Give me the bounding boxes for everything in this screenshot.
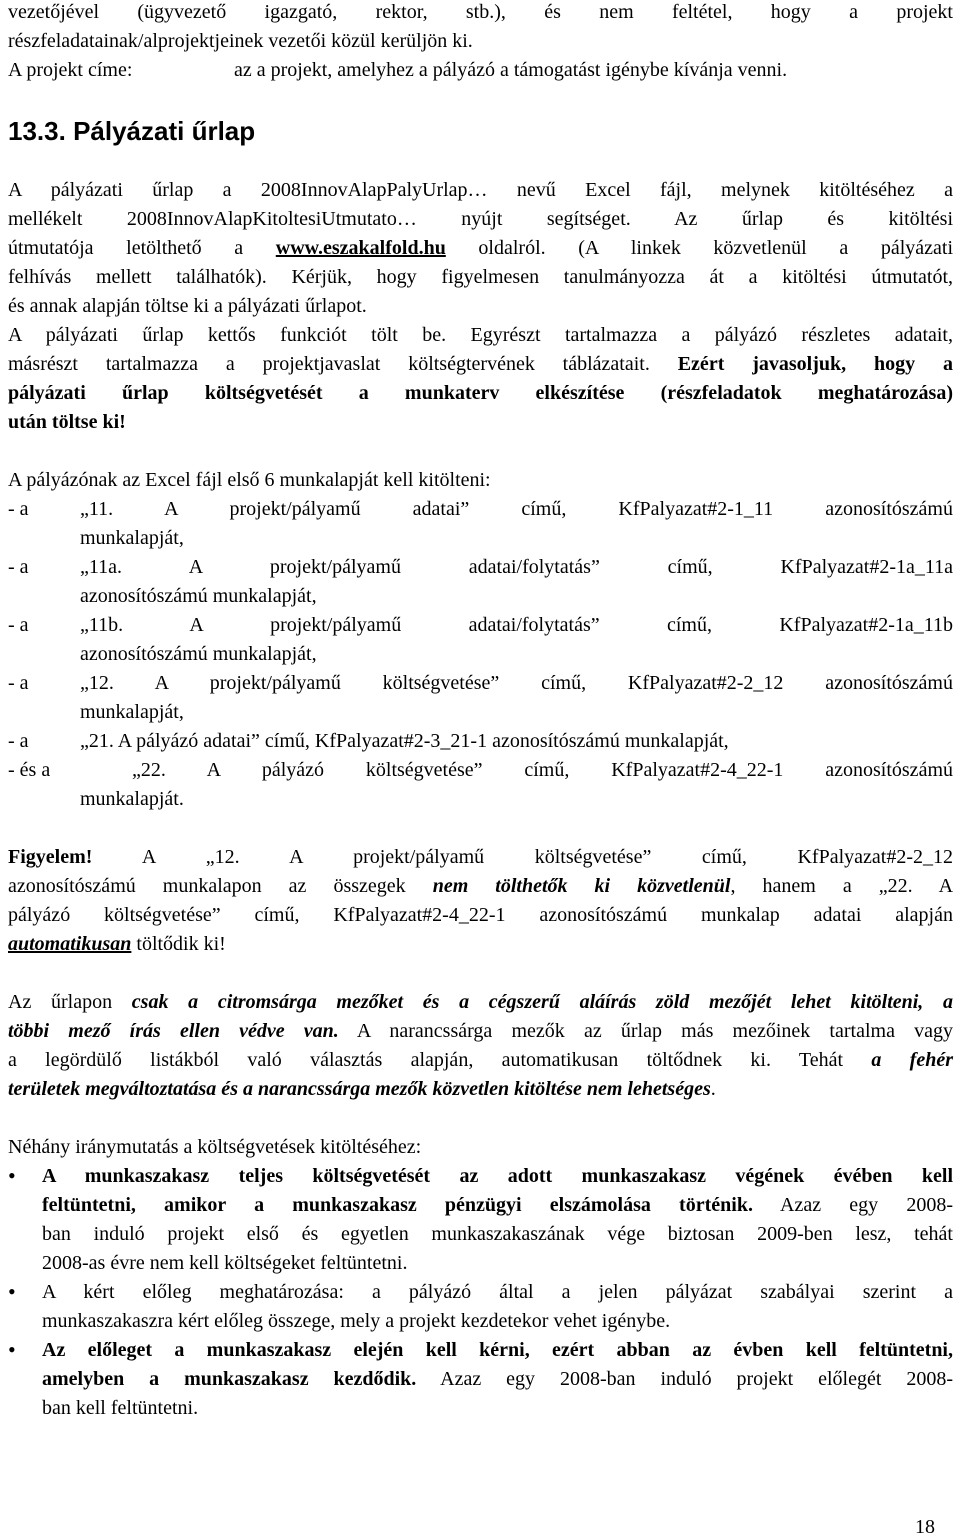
- p2-text: .: [710, 1078, 716, 1100]
- p2-line-1: [8, 990, 953, 1014]
- section-number: 13.3.: [8, 116, 66, 146]
- list-intro: A pályázónak az Excel fájl első 6 munkalapját kell kitölteni:: [8, 469, 491, 491]
- guide-b1-line-2: [42, 1193, 953, 1217]
- list-item: „11a. A projekt/pályamű adatai/folytatás” című, KfPalyazat#2-1a_11a: [80, 556, 953, 578]
- warning-text: azonosítószámú munkalapon az összegek: [8, 875, 433, 897]
- list-item: azonosítószámú munkalapját,: [80, 585, 317, 607]
- list-item: „11b. A projekt/pályamű adatai/folytatás” című, KfPalyazat#2-1a_11b: [80, 614, 953, 636]
- warning-label: Figyelem!: [8, 846, 93, 868]
- guide-b1-line-4: 2008-as évre nem kell költségeket feltüntetni.: [42, 1252, 408, 1274]
- p2-emphasis: csak a citromsárga mezőket és a cégszerű aláírás zöld mezőjét lehet kitölteni, a: [131, 991, 953, 1013]
- p2-text: Az űrlapon: [8, 991, 132, 1013]
- bullet-icon: •: [8, 1279, 16, 1304]
- guide-b2-line-1: A kért előleg meghatározása: a pályázó által a jelen pályázat szabályai szerint a: [42, 1281, 953, 1303]
- warning-emphasis: automatikusan: [8, 933, 132, 955]
- p1-text: útmutatója letölthető a: [8, 237, 276, 259]
- p1-text: másrészt tartalmazza a projektjavaslat költségtervének táblázatait.: [8, 353, 678, 375]
- list-item: „12. A projekt/pályamű költségvetése” című, KfPalyazat#2-2_12 azonosítószámú: [80, 672, 953, 694]
- page-number: 18: [915, 1516, 935, 1538]
- section-title: Pályázati űrlap: [73, 116, 256, 146]
- p1-line-2: mellékelt 2008InnovAlapKitoltesiUtmutato… nyújt segítséget. Az űrlap és kitöltési: [8, 208, 953, 230]
- guide-intro: Néhány iránymutatás a költségvetések kitöltéséhez:: [8, 1136, 422, 1158]
- p2-emphasis: többi mező írás ellen védve van.: [8, 1020, 339, 1042]
- p1-line-8: pályázati űrlap költségvetését a munkaterv elkészítése (részfeladatok meghatározása): [8, 382, 953, 404]
- section-heading: [8, 115, 255, 147]
- list-item: azonosítószámú munkalapját,: [80, 643, 317, 665]
- p2-text: A narancssárga mezők az űrlap más mezőinek tartalma vagy: [338, 1020, 953, 1042]
- warning-line-3: pályázó költségvetése” című, KfPalyazat#2-4_22-1 azonosítószámú munkalap adatai alapján: [8, 904, 953, 926]
- guide-b1-line-3: ban induló projekt első és egyetlen munkaszakaszának vége biztosan 2009-ben lesz, tehát: [42, 1223, 953, 1245]
- list-item: munkalapját,: [80, 527, 184, 549]
- p1-line-3: [8, 236, 953, 260]
- warning-line-1: [8, 845, 953, 869]
- p1-text: oldalról. (A linkek közvetlenül a pályázati: [445, 237, 954, 259]
- project-title-definition: [8, 58, 953, 82]
- guide-text: Azaz egy 2008-ban induló projekt előlegét 2008-: [416, 1368, 953, 1390]
- warning-line-2: [8, 874, 953, 898]
- p1-line-5: és annak alapján töltse ki a pályázati űrlapot.: [8, 295, 367, 317]
- list-item-prefix: - a: [8, 672, 29, 694]
- p2-emphasis: a fehér: [871, 1049, 954, 1071]
- bullet-icon: •: [8, 1337, 16, 1362]
- guide-text: Azaz egy 2008-: [752, 1194, 954, 1216]
- intro-line-2: részfeladatainak/alprojektjeinek vezetői közül kerüljön ki.: [8, 30, 473, 52]
- p1-line-9: után töltse ki!: [8, 411, 126, 433]
- p1-bold-text: Ezért javasoljuk, hogy a: [677, 353, 953, 375]
- p1-text: felhívás mellett találhatók).: [8, 266, 292, 288]
- p2-line-3: [8, 1048, 953, 1072]
- list-item: „11. A projekt/pályamű adatai” című, KfPalyazat#2-1_11 azonosítószámú: [80, 498, 953, 520]
- list-item: munkalapját,: [80, 701, 184, 723]
- p1-line-6: [8, 323, 953, 347]
- warning-text: töltődik ki!: [131, 933, 226, 955]
- website-link[interactable]: www.eszakalfold.hu: [275, 237, 446, 259]
- list-item-prefix: - a: [8, 556, 29, 578]
- p2-line-2: [8, 1019, 953, 1043]
- guide-b3-line-3: ban kell feltüntetni.: [42, 1397, 199, 1419]
- p1-line-7: [8, 352, 953, 376]
- list-item-prefix: - a: [8, 498, 29, 520]
- p1-text: Kérjük, hogy figyelmesen tanulmányozza át a kitöltési útmutatót,: [291, 266, 953, 288]
- warning-line-4: [8, 932, 953, 956]
- guide-bold-text: amelyben a munkaszakasz kezdődik.: [42, 1368, 417, 1390]
- p2-text: a legördülő listákból való választás alapján, automatikusan töltődnek ki. Tehát: [8, 1049, 872, 1071]
- list-item-prefix: - a: [8, 730, 29, 752]
- p2-emphasis: területek megváltoztatása és a narancssárga mezők közvetlen kitöltése nem lehetséges: [8, 1078, 711, 1100]
- list-item: „21. A pályázó adatai” című, KfPalyazat#2-3_21-1 azonosítószámú munkalapját,: [80, 730, 729, 752]
- list-item: munkalapját.: [80, 788, 184, 810]
- project-title-text: az a projekt, amelyhez a pályázó a támogatást igénybe kívánja venni.: [234, 59, 788, 81]
- p1-line-4: [8, 265, 953, 289]
- guide-bold-text: feltüntetni, amikor a munkaszakasz pénzügyi elszámolása történik.: [42, 1194, 753, 1216]
- guide-b1-line-1: A munkaszakasz teljes költségvetését az adott munkaszakasz végének évében kell: [42, 1165, 953, 1187]
- p2-line-4: [8, 1077, 953, 1101]
- guide-b3-line-2: [42, 1367, 953, 1391]
- p1-text: A pályázati űrlap kettős funkciót tölt be.: [8, 324, 471, 346]
- list-item-prefix: - és a: [8, 759, 51, 781]
- list-item: „22. A pályázó költségvetése” című, KfPalyazat#2-4_22-1 azonosítószámú: [132, 759, 953, 781]
- guide-b3-line-1: Az előleget a munkaszakasz elején kell kérni, ezért abban az évben kell feltüntetni,: [42, 1339, 953, 1361]
- warning-emphasis: nem tölthetők ki közvetlenül: [432, 875, 731, 897]
- project-title-label: A projekt címe:: [8, 59, 133, 81]
- p1-text: Egyrészt tartalmazza a pályázó részletes adatait,: [470, 324, 953, 346]
- warning-text: A „12. A projekt/pályamű költségvetése” című, KfPalyazat#2-2_12: [92, 846, 953, 868]
- list-item-prefix: - a: [8, 614, 29, 636]
- guide-b2-line-2: munkaszakaszra kért előleg összege, mely a projekt kezdetekor vehet igénybe.: [42, 1310, 671, 1332]
- bullet-icon: •: [8, 1163, 16, 1188]
- p1-line-1: A pályázati űrlap a 2008InnovAlapPalyUrlap… nevű Excel fájl, melynek kitöltéséhez a: [8, 179, 953, 201]
- intro-line-1: vezetőjével (ügyvezető igazgató, rektor, stb.), és nem feltétel, hogy a projekt: [8, 1, 953, 23]
- warning-text: , hanem a „22. A: [730, 875, 954, 897]
